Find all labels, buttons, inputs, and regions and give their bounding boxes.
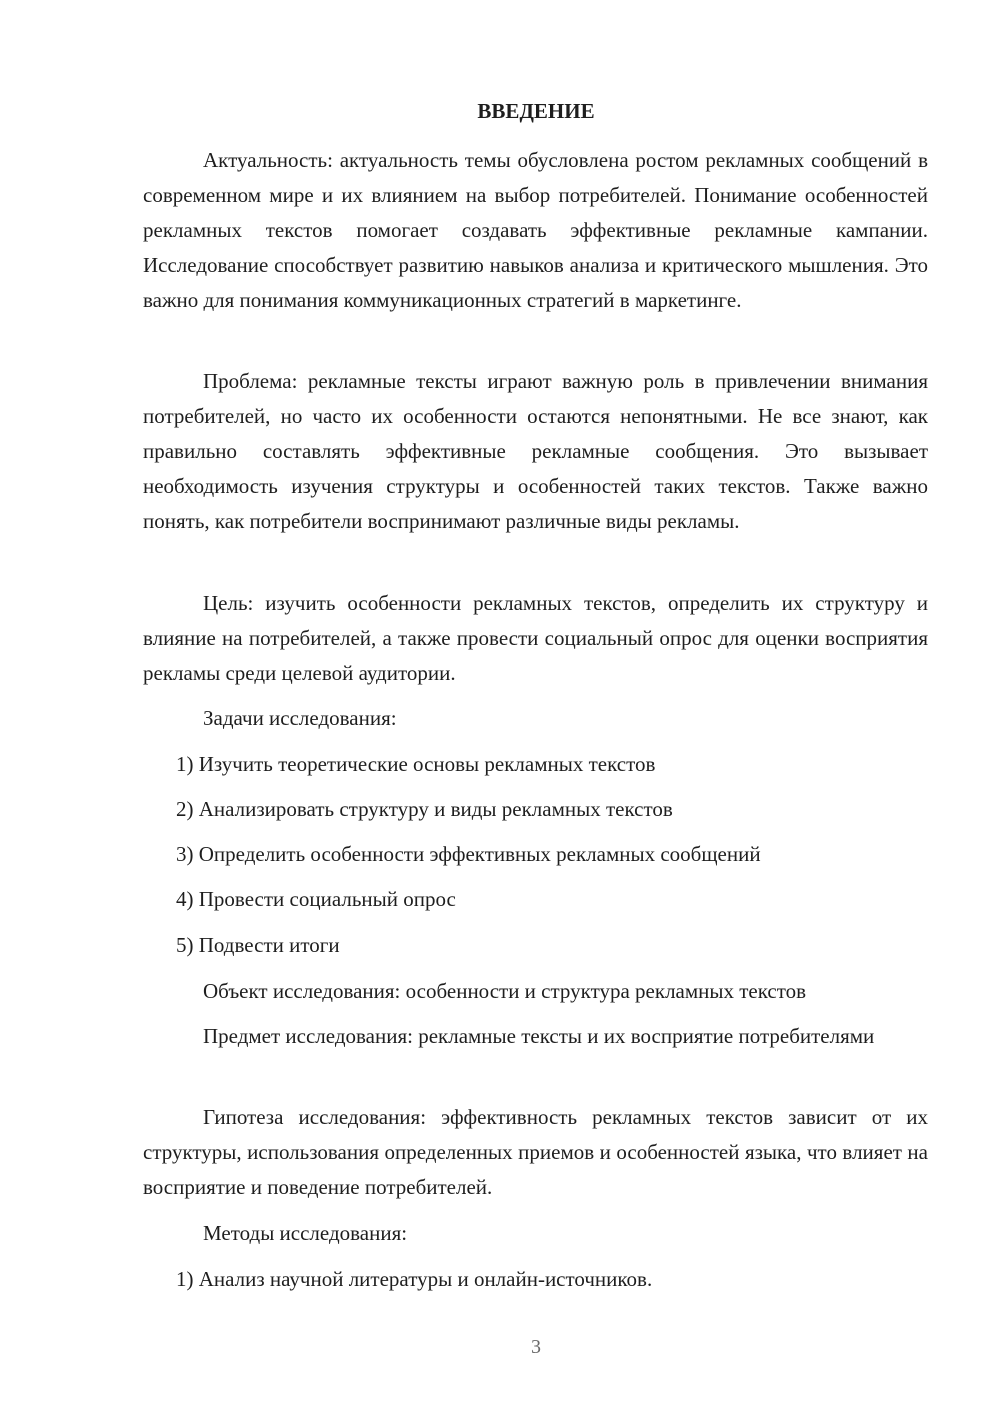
methods-heading: Методы исследования: (203, 1221, 408, 1245)
method-item: 1) Анализ научной литературы и онлайн-источников. (176, 1267, 653, 1291)
task-item: 3) Определить особенности эффективных рекламных сообщений (176, 842, 761, 866)
page-number: 3 (531, 1336, 541, 1358)
tasks-heading: Задачи исследования: (203, 706, 397, 730)
task-item: 4) Провести социальный опрос (176, 887, 456, 911)
hypothesis-paragraph: Гипотеза исследования: эффективность рекламных текстов зависит от их структуры, использования определенных приемов и особенностей языка, что влияет на восприятие и поведение потребителей. (143, 1105, 928, 1199)
page-title: ВВЕДЕНИЕ (477, 99, 595, 123)
task-item: 2) Анализировать структуру и виды рекламных текстов (176, 797, 673, 821)
goal-paragraph: Цель: изучить особенности рекламных текстов, определить их структуру и влияние на потребителей, а также провести социальный опрос для оценки восприятия рекламы среди целевой аудитории. (143, 591, 928, 685)
task-item: 1) Изучить теоретические основы рекламных текстов (176, 752, 656, 776)
problem-paragraph: Проблема: рекламные тексты играют важную роль в привлечении внимания потребителей, но часто их особенности остаются непонятными. Не все знают, как правильно составлять эффективные рекламные сообщения. Это вызывает необходимость изучения структуры и особенностей таких текстов. Также важно понять, как потребители воспринимают различные виды рекламы. (143, 369, 928, 533)
relevance-paragraph: Актуальность: актуальность темы обусловлена ростом рекламных сообщений в современном мире и их влиянием на выбор потребителей. Понимание особенностей рекламных текстов помогает создавать эффективные рекламные кампании. Исследование способствует развитию навыков анализа и критического мышления. Это важно для понимания коммуникационных стратегий в маркетинге. (143, 148, 928, 312)
object-line: Объект исследования: особенности и структура рекламных текстов (203, 979, 807, 1003)
task-item: 5) Подвести итоги (176, 933, 340, 957)
subject-paragraph: Предмет исследования: рекламные тексты и их восприятие потребителями (203, 1024, 875, 1048)
